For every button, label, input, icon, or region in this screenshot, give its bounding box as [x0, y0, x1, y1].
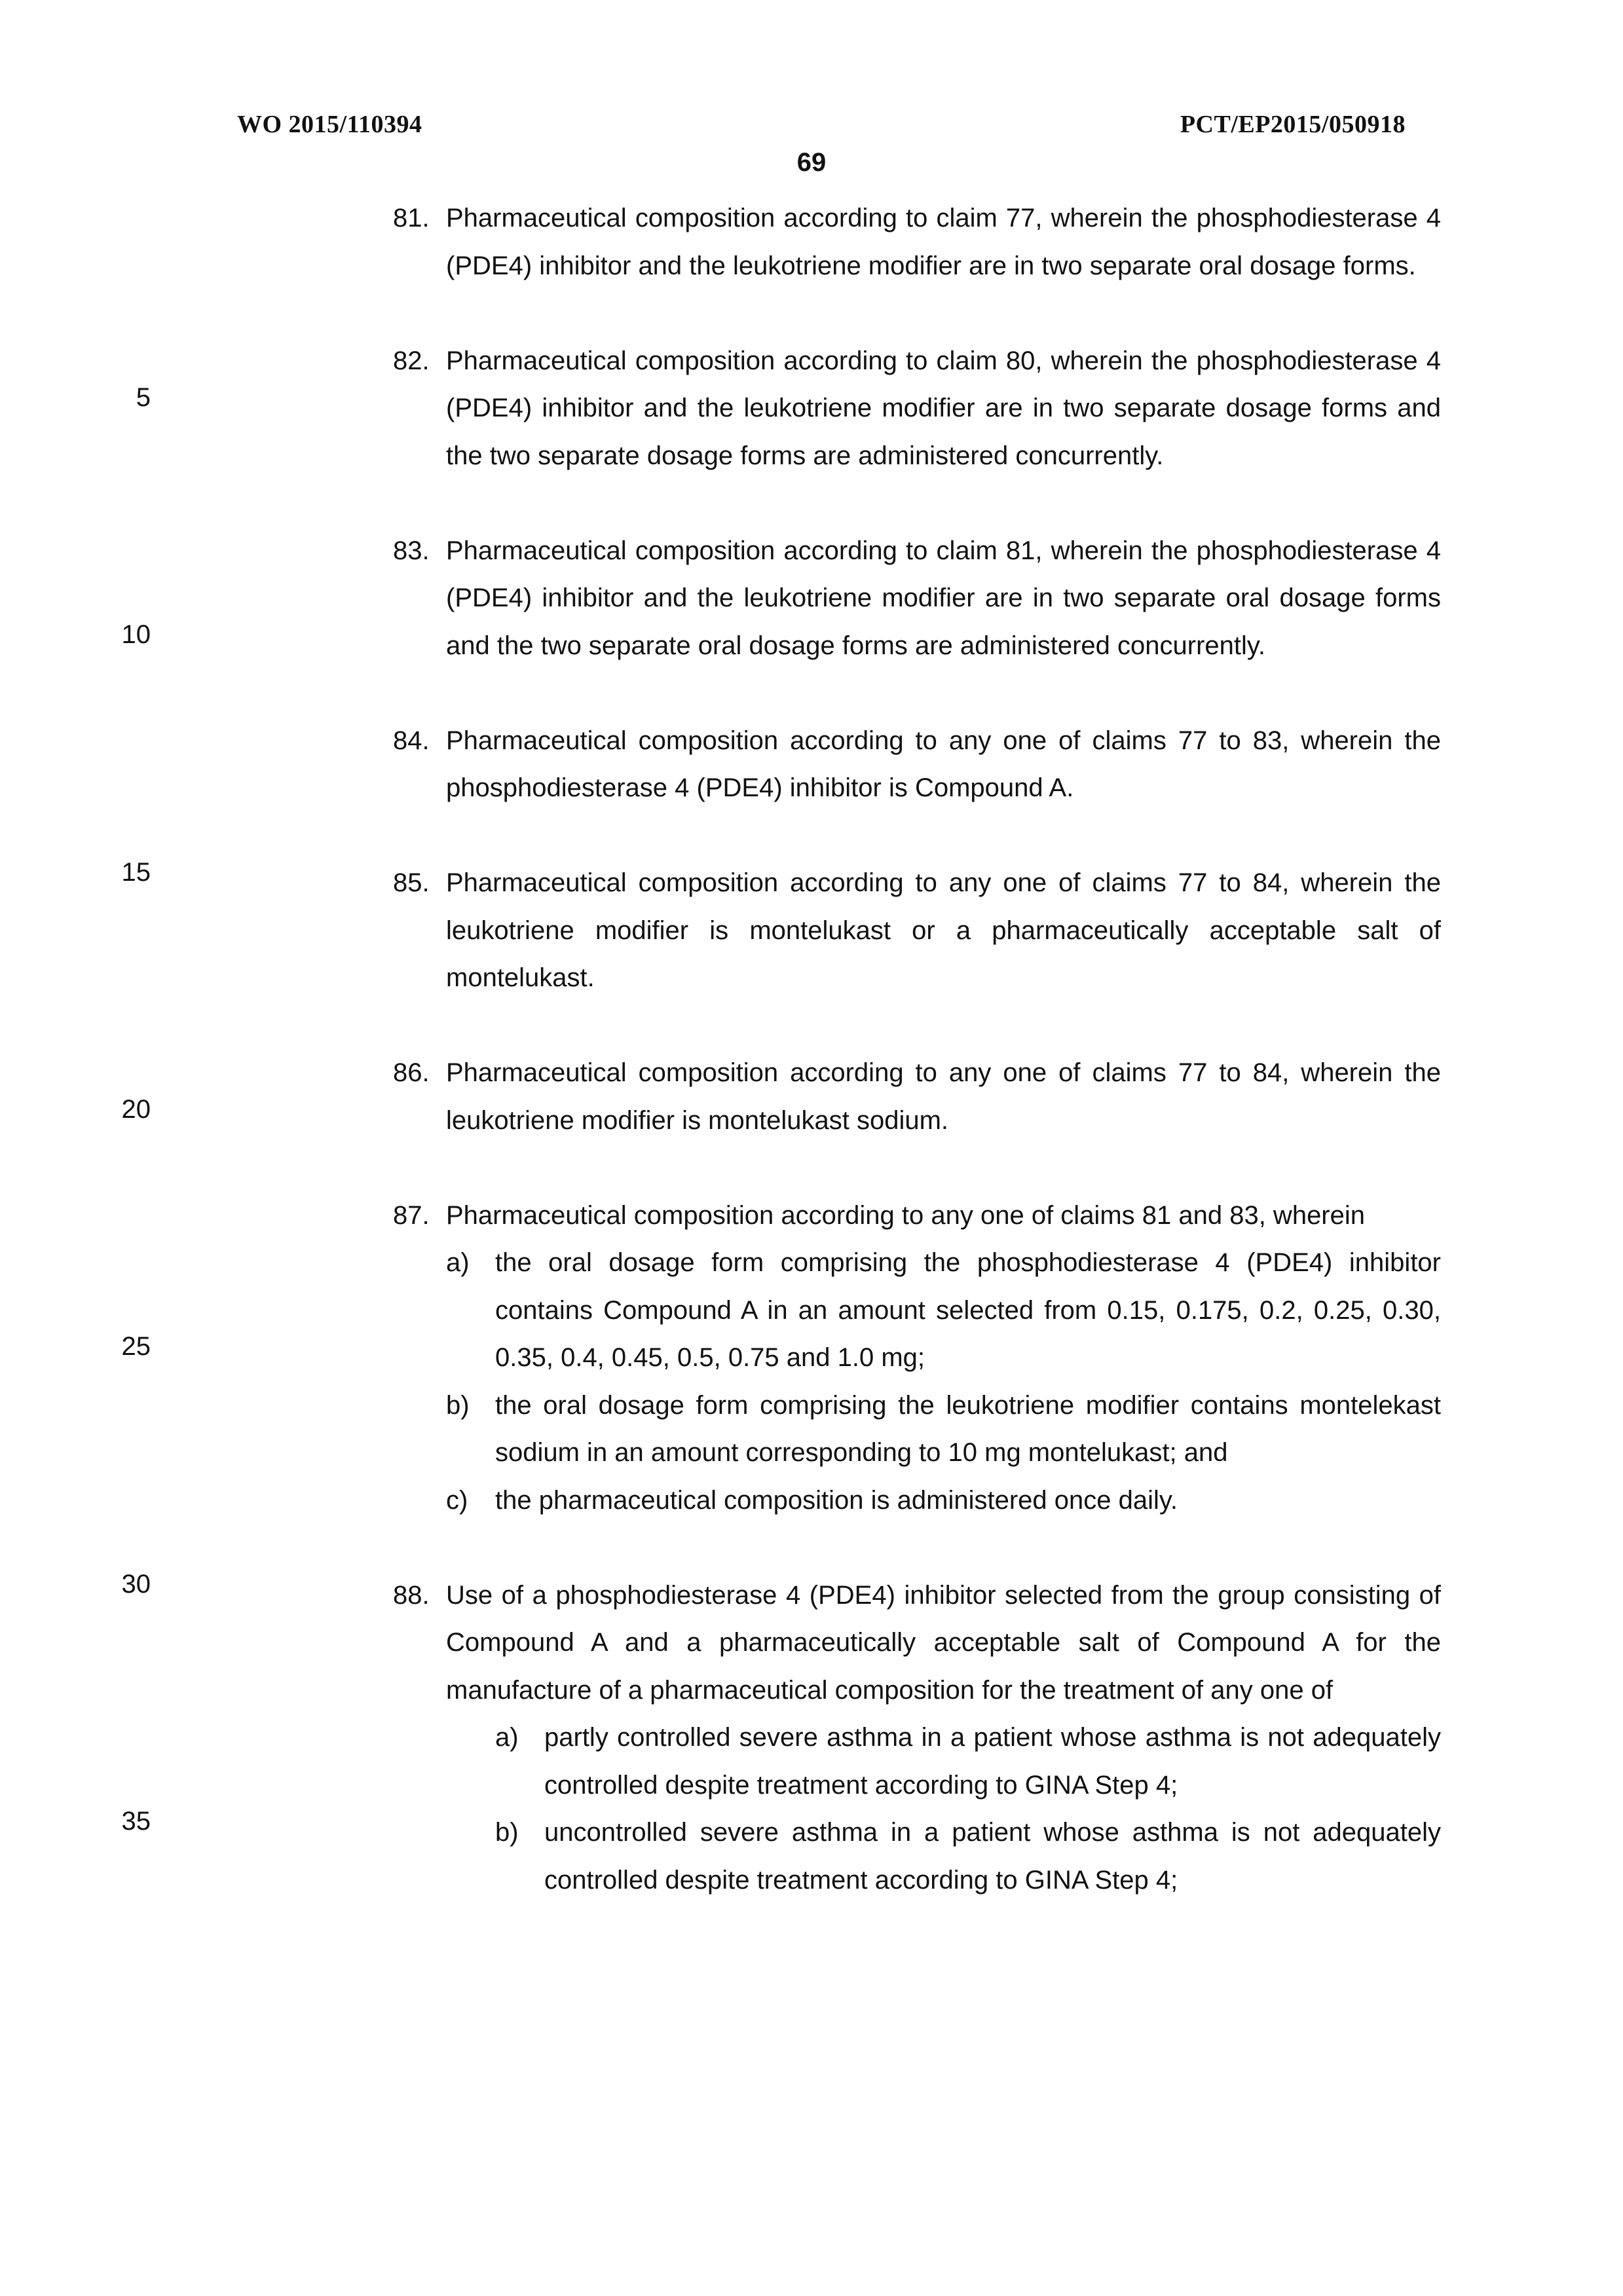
claim-item-label: a)	[446, 1248, 470, 1277]
publication-number: WO 2015/110394	[237, 111, 422, 138]
claim-item	[446, 1382, 1441, 1477]
claim-82	[393, 337, 1441, 480]
claim-item-label: b)	[495, 1818, 519, 1847]
claim-item-text: uncontrolled severe asthma in a patient whose asthma is not adequately controlled despite treatment according to GINA Step 4;	[544, 1818, 1441, 1895]
line-number: 5	[136, 383, 151, 412]
line-number: 20	[121, 1095, 151, 1124]
line-number: 10	[121, 620, 151, 649]
claim-item-label: c)	[446, 1485, 468, 1515]
claim-number: 82.	[393, 346, 430, 375]
claim-83	[393, 527, 1441, 670]
claim-text: Pharmaceutical composition according to any one of claims 77 to 84, wherein the leukotriene modifier is montelukast sodium.	[446, 1058, 1441, 1135]
application-number: PCT/EP2015/050918	[1180, 111, 1406, 138]
claim-item-label: a)	[495, 1723, 519, 1752]
claim-81	[393, 194, 1441, 289]
claim-number: 84.	[393, 726, 430, 755]
claim-number: 81.	[393, 204, 430, 232]
claim-item	[446, 1239, 1441, 1382]
claim-text: Pharmaceutical composition according to claim 77, wherein the phosphodiesterase 4 (PDE4) inhibitor and the leukotriene modifier are in two separate oral dosage forms.	[446, 204, 1441, 280]
claim-item-text: the pharmaceutical composition is administered once daily.	[495, 1485, 1178, 1515]
claim-item-text: the oral dosage form comprising the leukotriene modifier contains montelekast sodium in an amount corresponding to 10 mg montelukast; and	[495, 1390, 1441, 1467]
claim-number: 87.	[393, 1200, 430, 1230]
claim-number: 86.	[393, 1058, 430, 1087]
claim-item	[446, 1477, 1441, 1525]
claim-88	[393, 1572, 1441, 1904]
claim-text: Pharmaceutical composition according to any one of claims 81 and 83, wherein	[446, 1200, 1366, 1230]
claim-text: Pharmaceutical composition according to claim 80, wherein the phosphodiesterase 4 (PDE4) inhibitor and the leukotriene modifier are in two separate dosage forms and the two separate dosage forms are administered concurrently.	[446, 346, 1441, 470]
claim-number: 83.	[393, 536, 430, 565]
claim-86	[393, 1049, 1441, 1144]
claim-number: 88.	[393, 1580, 430, 1610]
claim-87	[393, 1192, 1441, 1525]
claim-text: Pharmaceutical composition according to any one of claims 77 to 83, wherein the phosphodiesterase 4 (PDE4) inhibitor is Compound A.	[446, 726, 1441, 802]
line-number: 25	[121, 1332, 151, 1361]
page-number: 69	[796, 148, 827, 177]
claim-text: Use of a phosphodiesterase 4 (PDE4) inhibitor selected from the group consisting of Compound A and a pharmaceutically acceptable salt of Compound A for the manufacture of a pharmaceutical composition for the treatment of any one of	[446, 1580, 1441, 1705]
claim-text: Pharmaceutical composition according to claim 81, wherein the phosphodiesterase 4 (PDE4) inhibitor and the leukotriene modifier are in two separate oral dosage forms and the two separate oral dosage forms are administered concurrently.	[446, 536, 1441, 660]
claim-item-text: partly controlled severe asthma in a patient whose asthma is not adequately controlled despite treatment according to GINA Step 4;	[544, 1723, 1441, 1800]
line-number: 15	[121, 858, 151, 887]
claim-84	[393, 717, 1441, 812]
claims-list	[393, 194, 1441, 1904]
claim-item	[446, 1809, 1441, 1904]
claim-text: Pharmaceutical composition according to any one of claims 77 to 84, wherein the leukotriene modifier is montelukast or a pharmaceutically acceptable salt of montelukast.	[446, 868, 1441, 992]
claim-item-text: the oral dosage form comprising the phosphodiesterase 4 (PDE4) inhibitor contains Compound A in an amount selected from 0.15, 0.175, 0.2, 0.25, 0.30, 0.35, 0.4, 0.45, 0.5, 0.75 and 1.0 mg;	[495, 1248, 1441, 1372]
line-number: 35	[121, 1807, 151, 1836]
claim-number: 85.	[393, 868, 430, 897]
claim-85	[393, 859, 1441, 1002]
claim-item	[446, 1714, 1441, 1809]
line-number: 30	[121, 1570, 151, 1599]
claim-item-label: b)	[446, 1390, 470, 1420]
